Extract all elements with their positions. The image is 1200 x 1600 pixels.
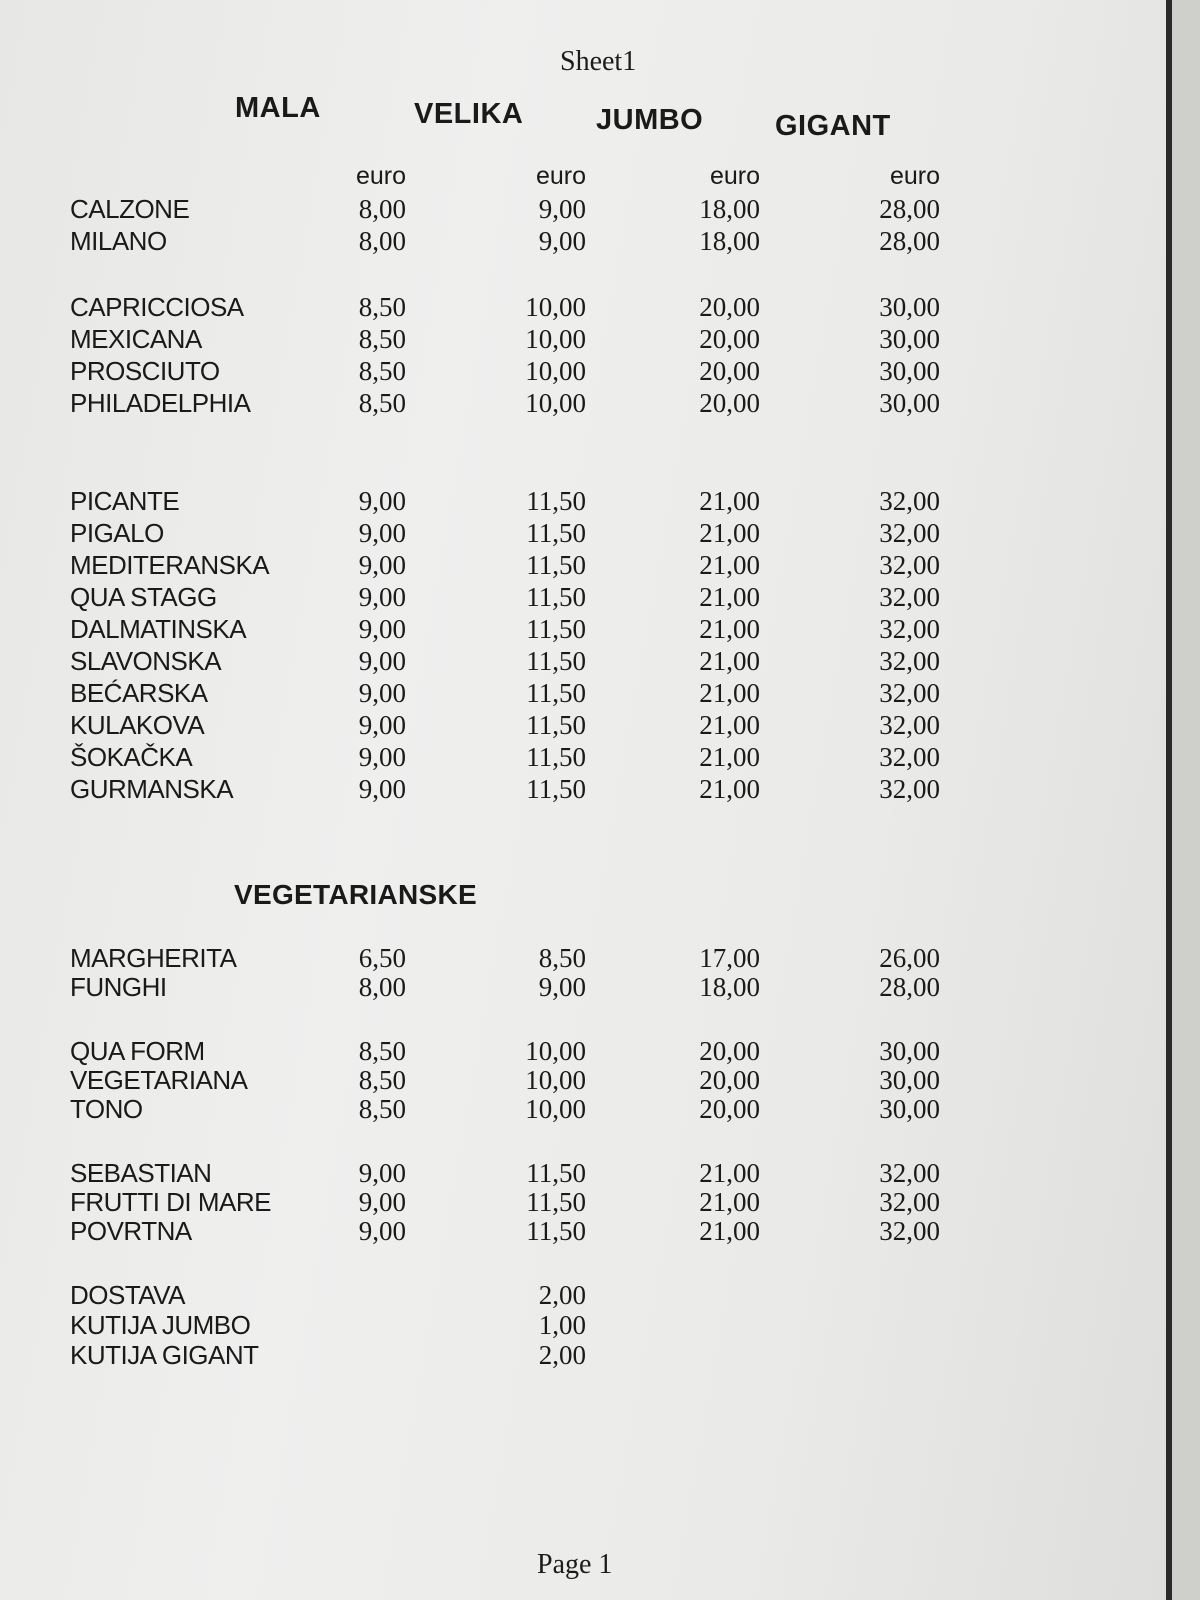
item-price: 9,00 [358,678,406,708]
item-price: 9,00 [358,518,406,548]
item-price: 11,50 [526,646,586,676]
item-price: 32,00 [879,710,940,740]
item-price: 30,00 [879,324,940,354]
item-price: 32,00 [879,774,940,804]
item-name: PROSCIUTO [70,356,220,386]
vegetarian-heading: VEGETARIANSKE [234,879,477,910]
item-name: FRUTTI DI MARE [70,1187,271,1217]
item-price: 8,50 [358,388,406,418]
currency-label: euro [889,162,940,190]
item-price: 11,50 [526,774,586,804]
item-name: FUNGHI [70,972,167,1002]
item-price: 32,00 [879,1216,940,1246]
menu-row [0,972,1166,1006]
size-header-mala: MALA [235,92,321,124]
item-price: 30,00 [879,356,940,386]
item-price: 9,00 [358,646,406,676]
item-name: POVRTNA [70,1216,192,1246]
item-name: PIGALO [70,518,164,548]
item-price: 21,00 [699,582,760,612]
item-price: 10,00 [525,388,586,418]
currency-label: euro [355,162,406,190]
item-price: 30,00 [879,1094,940,1124]
item-price: 32,00 [879,742,940,772]
menu-row [0,226,1166,260]
item-name: QUA FORM [70,1036,205,1066]
item-name: BEĆARSKA [70,678,208,708]
item-price: 10,00 [525,1036,586,1066]
item-price: 20,00 [699,356,760,386]
currency-row [0,162,1166,196]
item-name: CAPRICCIOSA [70,292,244,322]
menu-row [0,388,1166,422]
item-price: 30,00 [879,1036,940,1066]
item-price: 20,00 [699,1094,760,1124]
item-price: 32,00 [879,614,940,644]
item-name: SLAVONSKA [70,646,222,676]
item-price: 21,00 [699,774,760,804]
item-price: 8,00 [358,194,406,224]
item-name: MEDITERANSKA [70,550,270,580]
item-price: 11,50 [526,518,586,548]
item-name: GURMANSKA [70,774,234,804]
menu-row [0,742,1166,776]
item-price: 11,50 [526,742,586,772]
extra-row [0,1340,1166,1374]
item-price: 9,00 [358,710,406,740]
menu-row [0,194,1166,228]
item-name: MILANO [70,226,167,256]
item-price: 8,00 [358,972,406,1002]
item-price: 11,50 [526,1216,586,1246]
item-price: 30,00 [879,292,940,322]
item-price: 9,00 [358,550,406,580]
item-price: 10,00 [525,292,586,322]
item-price: 11,50 [526,678,586,708]
menu-row [0,292,1166,326]
item-price: 8,50 [358,324,406,354]
item-price: 8,50 [358,356,406,386]
item-price: 32,00 [879,1158,940,1188]
item-name: MARGHERITA [70,943,237,973]
item-price: 11,50 [526,1187,586,1217]
item-price: 20,00 [699,1036,760,1066]
item-price: 30,00 [879,388,940,418]
extra-name: KUTIJA JUMBO [70,1310,251,1340]
item-price: 9,00 [358,582,406,612]
item-price: 32,00 [879,1187,940,1217]
item-name: DALMATINSKA [70,614,247,644]
item-price: 21,00 [699,1158,760,1188]
menu-row [0,1094,1166,1128]
item-name: PICANTE [70,486,180,516]
item-price: 21,00 [699,518,760,548]
item-price: 32,00 [879,486,940,516]
size-header-jumbo: JUMBO [596,104,704,136]
menu-row [0,774,1166,808]
item-name: ŠOKAČKA [70,742,193,772]
item-price: 20,00 [699,292,760,322]
extra-row [0,1280,1166,1314]
item-price: 9,00 [358,1158,406,1188]
item-price: 11,50 [526,582,586,612]
item-name: VEGETARIANA [70,1065,248,1095]
item-price: 21,00 [699,1187,760,1217]
item-price: 20,00 [699,1065,760,1095]
item-price: 9,00 [358,486,406,516]
menu-row [0,710,1166,744]
extra-name: DOSTAVA [70,1280,185,1310]
menu-row [0,486,1166,520]
item-name: MEXICANA [70,324,202,354]
item-price: 21,00 [699,614,760,644]
item-name: QUA STAGG [70,582,217,612]
page-footer: Page 1 [537,1549,613,1580]
item-price: 9,00 [538,972,586,1002]
sheet-title: Sheet1 [560,46,637,77]
item-name: KULAKOVA [70,710,205,740]
menu-row [0,324,1166,358]
menu-row [0,678,1166,712]
item-price: 32,00 [879,678,940,708]
item-name: CALZONE [70,194,190,224]
item-name: PHILADELPHIA [70,388,251,418]
item-price: 32,00 [879,582,940,612]
item-price: 21,00 [699,646,760,676]
item-price: 17,00 [699,943,760,973]
item-price: 9,00 [538,226,586,256]
size-header-gigant: GIGANT [775,110,891,142]
menu-row [0,550,1166,584]
item-price: 8,50 [358,1036,406,1066]
item-price: 32,00 [879,550,940,580]
item-price: 9,00 [358,774,406,804]
menu-row [0,614,1166,648]
item-name: TONO [70,1094,143,1124]
item-price: 11,50 [526,614,586,644]
item-price: 21,00 [699,1216,760,1246]
item-price: 11,50 [526,1158,586,1188]
item-price: 6,50 [358,943,406,973]
item-price: 8,50 [358,1094,406,1124]
item-price: 11,50 [526,710,586,740]
item-price: 32,00 [879,646,940,676]
currency-label: euro [709,162,760,190]
item-price: 18,00 [699,194,760,224]
item-price: 21,00 [699,742,760,772]
item-price: 28,00 [879,194,940,224]
item-price: 10,00 [525,324,586,354]
item-price: 9,00 [358,614,406,644]
menu-row [0,582,1166,616]
item-price: 11,50 [526,486,586,516]
item-price: 8,00 [358,226,406,256]
item-price: 11,50 [526,550,586,580]
item-price: 30,00 [879,1065,940,1095]
item-price: 26,00 [879,943,940,973]
item-price: 8,50 [358,1065,406,1095]
item-price: 32,00 [879,518,940,548]
item-price: 9,00 [358,742,406,772]
item-price: 9,00 [358,1216,406,1246]
item-price: 20,00 [699,324,760,354]
item-price: 20,00 [699,388,760,418]
extra-price: 1,00 [538,1310,586,1340]
menu-row [0,646,1166,680]
menu-row [0,518,1166,552]
item-price: 28,00 [879,226,940,256]
extra-name: KUTIJA GIGANT [70,1340,259,1370]
currency-label: euro [535,162,586,190]
item-price: 10,00 [525,356,586,386]
item-price: 8,50 [358,292,406,322]
item-price: 28,00 [879,972,940,1002]
item-price: 8,50 [538,943,586,973]
extra-price: 2,00 [538,1280,586,1310]
item-price: 21,00 [699,550,760,580]
extra-row [0,1310,1166,1344]
menu-row [0,1216,1166,1250]
item-price: 9,00 [538,194,586,224]
size-header-row [0,92,1166,142]
item-price: 10,00 [525,1065,586,1095]
item-price: 21,00 [699,710,760,740]
item-price: 9,00 [358,1187,406,1217]
item-price: 18,00 [699,972,760,1002]
menu-row [0,356,1166,390]
item-price: 21,00 [699,486,760,516]
item-name: SEBASTIAN [70,1158,212,1188]
item-price: 21,00 [699,678,760,708]
item-price: 18,00 [699,226,760,256]
size-header-velika: VELIKA [414,98,524,130]
item-price: 10,00 [525,1094,586,1124]
extra-price: 2,00 [538,1340,586,1370]
